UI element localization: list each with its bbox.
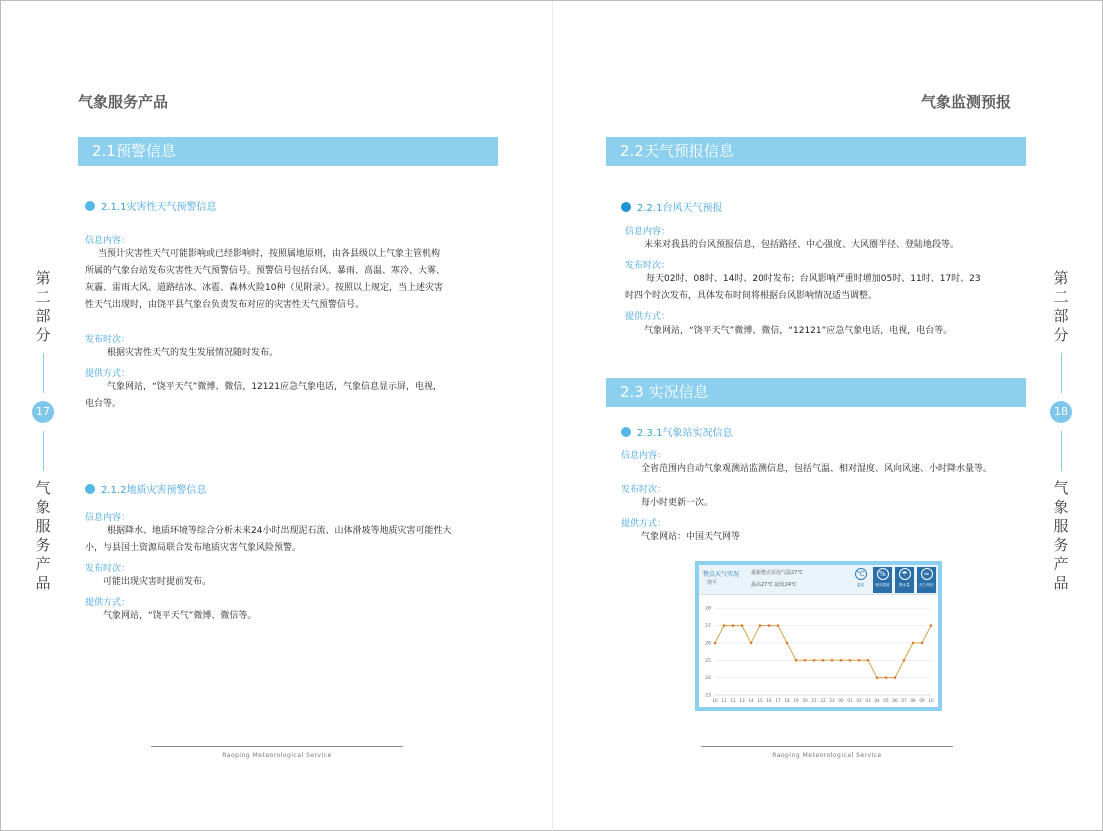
section-title-2-1: 2.1预警信息 xyxy=(78,137,498,166)
subheading-2-1-2-text: 2.1.2地质灾害预警信息 xyxy=(101,485,207,496)
time-label: 发布时次： xyxy=(625,261,671,271)
footer-rule xyxy=(701,746,953,747)
time-text: 每小时更新一次。 xyxy=(641,498,714,508)
x-tick-label: 19 xyxy=(793,698,799,703)
y-tick-label: 23 xyxy=(705,693,711,699)
x-tick-label: 16 xyxy=(766,698,772,703)
data-point xyxy=(894,676,897,679)
side-part-label: 第二部分 xyxy=(35,269,51,344)
side-divider xyxy=(1061,431,1062,471)
x-tick-label: 12 xyxy=(730,698,736,703)
method-label: 提供方式： xyxy=(625,312,671,322)
x-tick-label: 07 xyxy=(901,698,907,703)
x-tick-label: 06 xyxy=(892,698,898,703)
data-point xyxy=(885,676,888,679)
x-tick-label: 00 xyxy=(838,698,844,703)
time-line: 每天02时、08时、14时、20时发布；台风影响严重时增加05时、11时、17时、23 xyxy=(646,274,981,284)
y-tick-label: 25 xyxy=(705,658,711,664)
data-point xyxy=(723,624,726,627)
content-line: 性天气出现时，由饶平县气象台负责发布对应的灾害性天气预警信号。 xyxy=(85,300,365,310)
x-tick-label: 11 xyxy=(721,698,727,703)
y-tick-label: 28 xyxy=(705,606,711,612)
widget-title: 整点天气实况 xyxy=(703,571,740,578)
x-tick-label: 18 xyxy=(784,698,790,703)
x-tick-label: 23 xyxy=(829,698,835,703)
method-line: 电台等。 xyxy=(85,399,122,409)
temperature-series-line xyxy=(715,626,931,678)
time-label: 发布时次： xyxy=(85,564,131,574)
widget-temp-range: 最高27℃ 最低24℃ xyxy=(751,582,797,588)
data-point xyxy=(777,624,780,627)
data-point xyxy=(750,642,753,645)
subheading-2-2-1 xyxy=(621,199,722,214)
content-label: 信息内容： xyxy=(85,513,131,523)
data-point xyxy=(849,659,852,662)
tab-label: 温度 xyxy=(856,582,865,587)
section-title-2-3: 2.3 实况信息 xyxy=(606,378,1026,407)
left-side-tab xyxy=(32,269,54,593)
content-line: 所属的气象台站发布灾害性天气预警信号。预警信号包括台风、暴雨、高温、寒冷、大雾、 xyxy=(85,266,446,276)
x-tick-label: 02 xyxy=(856,698,862,703)
method-label: 提供方式： xyxy=(621,519,667,529)
data-point xyxy=(831,659,834,662)
x-tick-label: 15 xyxy=(757,698,763,703)
temperature-line-chart xyxy=(699,595,938,707)
subheading-2-2-1-text: 2.2.1台风天气预报 xyxy=(637,203,723,214)
data-point xyxy=(714,642,717,645)
side-section-label: 气象服务产品 xyxy=(35,479,51,592)
side-divider xyxy=(1061,353,1062,393)
content-label: 信息内容： xyxy=(85,236,131,246)
data-point xyxy=(741,624,744,627)
footer-text: Raoping Meteorological Service xyxy=(772,752,882,759)
x-tick-label: 13 xyxy=(739,698,745,703)
content-label: 信息内容： xyxy=(625,227,671,237)
time-label: 发布时次： xyxy=(85,335,131,345)
x-tick-label: 03 xyxy=(865,698,871,703)
x-tick-label: 08 xyxy=(910,698,916,703)
content-text: 全省范围内自动气象观测站监测信息，包括气温、相对湿度、风向风速、小时降水量等。 xyxy=(641,464,993,474)
subheading-2-1-1 xyxy=(85,198,216,213)
side-part-label: 第二部分 xyxy=(1053,269,1069,344)
x-tick-label: 04 xyxy=(874,698,880,703)
data-point xyxy=(804,659,807,662)
bullet-dot-icon xyxy=(621,427,631,437)
tab-wind[interactable] xyxy=(917,567,936,593)
y-tick-label: 24 xyxy=(705,676,711,682)
widget-header xyxy=(699,565,938,595)
time-text: 根据灾害性天气的发生发展情况随时发布。 xyxy=(107,348,279,358)
method-text: 气象网站，“饶平天气”微博、微信，“12121”应急气象电话，电视，电台等。 xyxy=(644,326,953,336)
content-line: 当预计灾害性天气可能影响或已经影响时，按照属地原则，由各县级以上气象主管机构 xyxy=(98,249,441,259)
humidity-icon: % xyxy=(877,568,889,580)
x-tick-label: 22 xyxy=(820,698,826,703)
method-line: 气象网站，“饶平天气”微博、微信，12121应急气象电话，气象信息显示屏，电视， xyxy=(107,382,442,392)
page-number: 17 xyxy=(32,401,54,423)
data-point xyxy=(795,659,798,662)
x-tick-label: 10 xyxy=(928,698,934,703)
x-tick-label: 20 xyxy=(802,698,808,703)
method-label: 提供方式： xyxy=(85,598,131,608)
x-tick-label: 14 xyxy=(748,698,754,703)
x-tick-label: 05 xyxy=(883,698,889,703)
tab-humidity[interactable] xyxy=(873,567,892,593)
content-line: 根据降水、地质环境等综合分析未来24小时出现泥石流、山体滑坡等地质灾害可能性大 xyxy=(107,526,452,536)
bullet-dot-icon xyxy=(85,484,95,494)
subheading-2-1-2 xyxy=(85,481,206,496)
data-point xyxy=(768,624,771,627)
method-text: 气象网站：中国天气网等 xyxy=(641,532,741,542)
footer-text: Raoping Meteorological Service xyxy=(222,752,332,759)
data-point xyxy=(930,624,933,627)
weather-widget xyxy=(695,561,942,711)
content-line: 小，与县国土资源局联合发布地质灾害气象风险预警。 xyxy=(85,543,302,553)
side-divider xyxy=(43,431,44,471)
data-point xyxy=(813,659,816,662)
data-point xyxy=(912,642,915,645)
side-section-label: 气象服务产品 xyxy=(1053,479,1069,592)
wind-icon: ≈ xyxy=(921,568,933,580)
bullet-dot-icon xyxy=(621,202,631,212)
tab-precipitation[interactable] xyxy=(895,567,914,593)
bullet-dot-icon xyxy=(85,201,95,211)
data-point xyxy=(822,659,825,662)
subheading-2-3-1-text: 2.3.1气象站实况信息 xyxy=(637,428,733,439)
thermometer-icon: ℃ xyxy=(855,568,867,580)
method-text: 气象网站，“饶平天气”微博、微信等。 xyxy=(103,611,257,621)
time-line: 时四个时次发布，具体发布时间将根据台风影响情况适当调整。 xyxy=(625,291,878,301)
widget-current-temp: 最新整点实况气温27℃ xyxy=(751,570,803,576)
tab-label: 风力风向 xyxy=(919,582,934,587)
left-part-title: 气象服务产品 xyxy=(78,93,169,111)
page-crease xyxy=(552,1,553,831)
tab-label: 相对湿度 xyxy=(875,582,890,587)
data-point xyxy=(921,642,924,645)
x-tick-label: 17 xyxy=(775,698,781,703)
footer-rule xyxy=(151,746,403,747)
x-tick-label: 09 xyxy=(919,698,925,703)
side-divider xyxy=(43,353,44,393)
subheading-2-1-1-text: 2.1.1灾害性天气预警信息 xyxy=(101,202,217,213)
subheading-2-3-1 xyxy=(621,424,732,439)
tab-temperature[interactable] xyxy=(851,567,870,593)
section-title-2-2: 2.2天气预报信息 xyxy=(606,137,1026,166)
right-part-title: 气象监测预报 xyxy=(921,93,1012,111)
x-tick-label: 01 xyxy=(847,698,853,703)
rain-icon: ☂ xyxy=(899,568,911,580)
content-text: 未来对我县的台风预报信息，包括路径、中心强度、大风圈半径、登陆地段等。 xyxy=(644,240,960,250)
data-point xyxy=(786,642,789,645)
x-tick-label: 21 xyxy=(811,698,817,703)
data-point xyxy=(732,624,735,627)
data-point xyxy=(903,659,906,662)
time-text: 可能出现灾害时提前发布。 xyxy=(103,577,212,587)
data-point xyxy=(759,624,762,627)
time-label: 发布时次： xyxy=(621,485,667,495)
right-side-tab xyxy=(1050,269,1072,593)
data-point xyxy=(867,659,870,662)
content-line: 灰霾、雷雨大风、道路结冰、冰雹、森林火险10种（见附录）。按照以上规定，当上述灾害 xyxy=(85,283,443,293)
y-tick-label: 26 xyxy=(705,641,711,647)
method-label: 提供方式： xyxy=(85,369,131,379)
x-tick-label: 10 xyxy=(712,698,718,703)
tab-label: 降水量 xyxy=(899,582,910,587)
data-point xyxy=(858,659,861,662)
data-point xyxy=(876,676,879,679)
widget-station: 饶平 xyxy=(707,580,718,586)
y-tick-label: 27 xyxy=(705,624,711,630)
page-number: 18 xyxy=(1050,401,1072,423)
content-label: 信息内容： xyxy=(621,451,667,461)
data-point xyxy=(840,659,843,662)
